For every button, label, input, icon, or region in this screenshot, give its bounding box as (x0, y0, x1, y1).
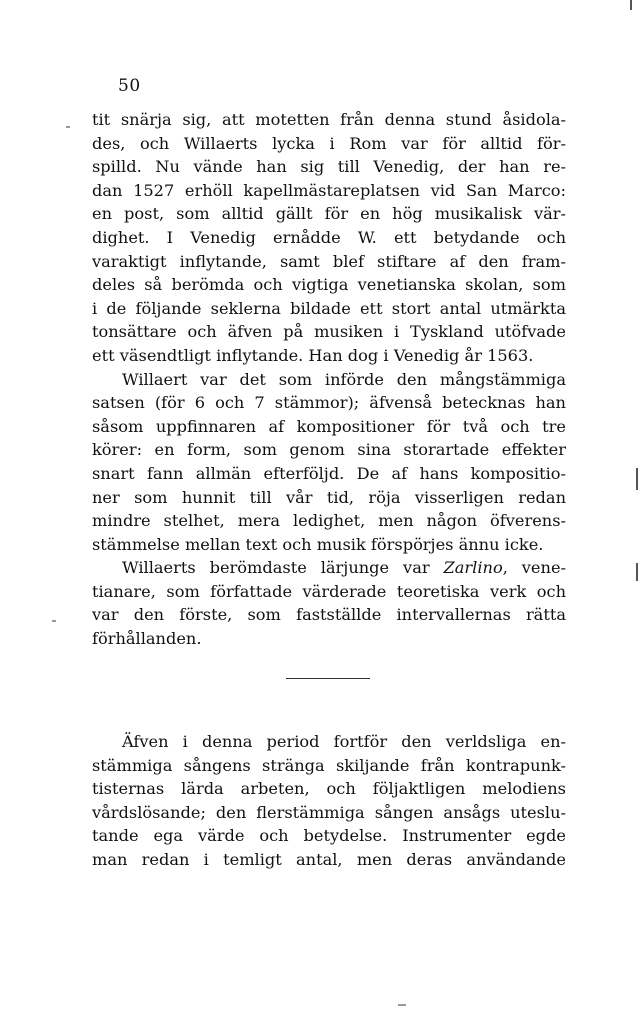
margin-speck (52, 620, 56, 622)
text-line: såsom uppfinnaren af kompositioner för två och tre (92, 416, 566, 436)
text-line: mindre stelhet, mera ledighet, men någon öfverens- (92, 511, 566, 531)
text-line: stämmelse mellan text och musik förspörjes ännu icke. (92, 534, 544, 554)
text-line: en post, som alltid gällt för en hög musikalisk vär- (92, 204, 566, 224)
text-line: tianare, som författade värderade teoretiska verk och (92, 581, 566, 601)
text-line: Willaerts berömdaste lärjunge var Zarlino, vene- (122, 558, 566, 578)
scan-edge-mark (636, 468, 638, 490)
section-divider-rule (286, 678, 370, 679)
text-line: deles så berömda och vigtiga venetianska skolan, som (92, 275, 566, 295)
text-line: körer: en form, som genom sina storartade effekter (92, 440, 566, 460)
text-line: var den förste, som fastställde intervallernas rätta (92, 605, 566, 625)
text-line: satsen (för 6 och 7 stämmor); äfvenså betecknas han (92, 393, 566, 413)
text-line: tande ega värde och betydelse. Instrumenter egde (92, 826, 566, 846)
margin-speck (398, 1004, 406, 1006)
scan-edge-mark (636, 563, 638, 581)
text-line: ner som hunnit till vår tid, röja visserligen redan (92, 487, 566, 507)
text-line: tonsättare och äfven på musiken i Tyskland utöfvade (92, 322, 566, 342)
text-line: snart fann allmän efterföljd. De af hans kompositio- (92, 463, 566, 483)
text-line: man redan i temligt antal, men deras användande (92, 849, 566, 869)
text-line: vårdslösande; den flerstämmiga sången ansågs uteslu- (92, 802, 566, 822)
text-line: dan 1527 erhöll kapellmästareplatsen vid San Marco: (92, 180, 566, 200)
text-line: i de följande seklerna bildade ett stort antal utmärkta (92, 298, 566, 318)
text-line: Äfven i denna period fortför den verldsliga en- (122, 732, 566, 751)
text-line: tisternas lärda arbeten, och följaktligen melodiens (92, 779, 566, 799)
page-number: 50 (118, 76, 141, 96)
text-section-upper (92, 108, 566, 651)
text-line: varaktigt inflytande, samt blef stiftare af den fram- (92, 251, 566, 271)
text-line: des, och Willaerts lycka i Rom var för alltid för- (92, 133, 566, 153)
scan-edge-mark (630, 0, 632, 10)
text-section-lower (92, 730, 566, 872)
paragraph (92, 730, 566, 872)
text-line: ett väsendtligt inflytande. Han dog i Venedig år 1563. (92, 345, 534, 365)
text-line: dighet. I Venedig ernådde W. ett betydande och (92, 227, 566, 247)
text-line: förhållanden. (92, 629, 202, 649)
text-line: stämmiga sångens stränga skiljande från kontrapunk- (92, 755, 566, 775)
paragraph (92, 556, 566, 650)
text-line: spilld. Nu vände han sig till Venedig, der han re- (92, 157, 566, 177)
paragraph (92, 108, 566, 368)
margin-speck (66, 126, 70, 128)
text-line: tit snärja sig, att motetten från denna stund åsidola- (92, 110, 566, 129)
text-line: Willaert var det som införde den mångstämmiga (122, 369, 566, 389)
paragraph (92, 368, 566, 557)
